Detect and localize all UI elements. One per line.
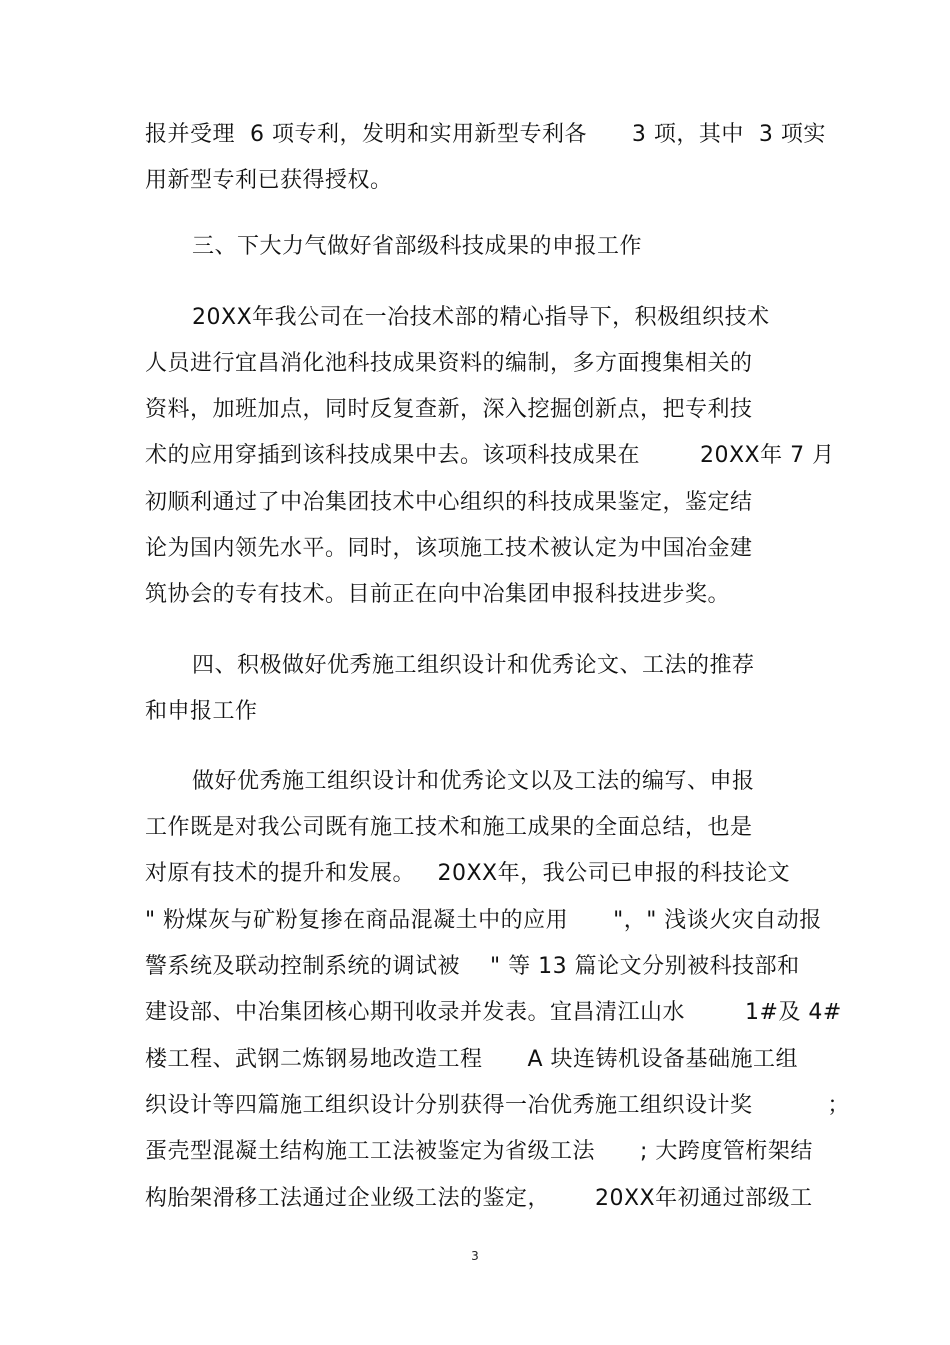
section-heading-3: 三、下大力气做好省部级科技成果的申报工作 <box>192 234 643 259</box>
body-text-line: 织设计等四篇施工组织设计分别获得一冶优秀施工组织设计奖 ； <box>145 1093 850 1118</box>
body-text-line: 资料，加班加点，同时反复查新，深入挖掘创新点，把专利技 <box>145 397 753 422</box>
body-text-line: 论为国内领先水平。同时，该项施工技术被认定为中国冶金建 <box>145 536 753 561</box>
body-text-line: 做好优秀施工组织设计和优秀论文以及工法的编写、申报 <box>192 769 755 794</box>
section-heading-4: 四、积极做好优秀施工组织设计和优秀论文、工法的推荐 <box>192 653 755 678</box>
body-text-line: 楼工程、武钢二炼钢易地改造工程 A 块连铸机设备基础施工组 <box>145 1047 799 1072</box>
body-text-line: 构胎架滑移工法通过企业级工法的鉴定， 20XX年初通过部级工 <box>145 1186 813 1211</box>
body-text-line: 蛋壳型混凝土结构施工工法被鉴定为省级工法 ; 大跨度管桁架结 <box>145 1139 813 1164</box>
body-text-line: 用新型专利已获得授权。 <box>145 168 393 193</box>
body-text-line: 警系统及联动控制系统的调试被 " 等 13 篇论文分别被科技部和 <box>145 954 800 979</box>
body-text-line: 报并受理 6 项专利，发明和实用新型专利各 3 项，其中 3 项实 <box>145 122 826 147</box>
body-text-line: 工作既是对我公司既有施工技术和施工成果的全面总结，也是 <box>145 815 753 840</box>
section-heading-4-cont: 和申报工作 <box>145 699 258 724</box>
body-text-line: 对原有技术的提升和发展。 20XX年，我公司已申报的科技论文 <box>145 861 791 886</box>
body-text-line: 初顺利通过了中冶集团技术中心组织的科技成果鉴定，鉴定结 <box>145 490 753 515</box>
body-text-line: 筑协会的专有技术。目前正在向中冶集团申报科技进步奖。 <box>145 582 731 607</box>
body-text-line: 人员进行宜昌消化池科技成果资料的编制，多方面搜集相关的 <box>145 351 753 376</box>
body-text-line: " 粉煤灰与矿粉复掺在商品混凝土中的应用 "，" 浅谈火灾自动报 <box>145 908 822 933</box>
page-number: 3 <box>471 1249 479 1263</box>
body-text-line: 20XX年我公司在一冶技术部的精心指导下，积极组织技术 <box>192 305 770 330</box>
body-text-line: 建设部、中冶集团核心期刊收录并发表。宜昌清江山水 1#及 4# <box>145 1000 842 1025</box>
body-text-line: 术的应用穿插到该科技成果中去。该项科技成果在 20XX年 7 月 <box>145 443 835 468</box>
